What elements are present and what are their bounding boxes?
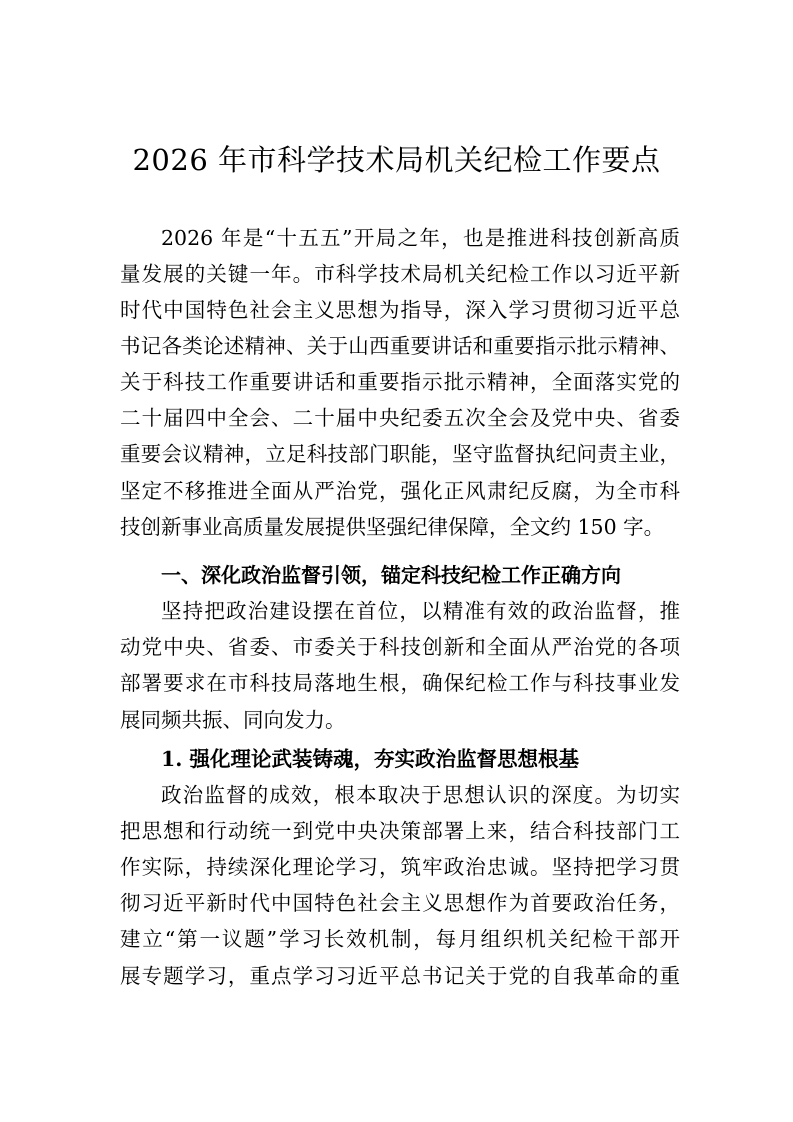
paragraph-line: 量发展的关键一年。市科学技术局机关纪检工作以习近平新 [120,262,680,286]
paragraph-line: 动党中央、省委、市委关于科技创新和全面从严治党的各项 [120,635,680,659]
paragraph-line: 书记各类论述精神、关于山西重要讲话和重要指示批示精神、 [120,334,680,358]
paragraph-line: 关于科技工作重要讲话和重要指示批示精神，全面落实党的 [120,370,680,394]
paragraph-line: 2026 年是“十五五”开局之年，也是推进科技创新高质 [161,226,680,250]
paragraph-line: 坚持把政治建设摆在首位，以精准有效的政治监督，推 [161,599,680,623]
paragraph-line: 时代中国特色社会主义思想为指导，深入学习贯彻习近平总 [120,298,680,322]
paragraph-line: 技创新事业高质量发展提供坚强纪律保障，全文约 150 字。 [120,515,665,539]
paragraph-line: 政治监督的成效，根本取决于思想认识的深度。为切实 [161,783,680,807]
paragraph-line: 二十届四中全会、二十届中央纪委五次全会及党中央、省委 [120,406,680,430]
paragraph-line: 建立“第一议题”学习长效机制，每月组织机关纪检干部开 [120,927,680,951]
paragraph-line: 展同频共振、同向发力。 [120,708,346,732]
section-heading: 一、深化政治监督引领，锚定科技纪检工作正确方向 [161,563,621,587]
paragraph-line: 彻习近平新时代中国特色社会主义思想作为首要政治任务， [120,891,680,915]
paragraph-line: 坚定不移推进全面从严治党，强化正风肃纪反腐，为全市科 [120,479,680,503]
document-title: 2026 年市科学技术局机关纪检工作要点 [132,143,661,177]
paragraph-line: 把思想和行动统一到党中央决策部署上来，结合科技部门工 [120,819,680,843]
paragraph-line: 重要会议精神，立足科技部门职能，坚守监督执纪问责主业， [120,442,680,466]
paragraph-line: 展专题学习，重点学习习近平总书记关于党的自我革命的重 [120,964,680,988]
paragraph-line: 部署要求在市科技局落地生根，确保纪检工作与科技事业发 [120,671,680,695]
subsection-heading: 1. 强化理论武装铸魂，夯实政治监督思想根基 [161,747,580,771]
paragraph-line: 作实际，持续深化理论学习，筑牢政治忠诚。坚持把学习贯 [120,855,680,879]
